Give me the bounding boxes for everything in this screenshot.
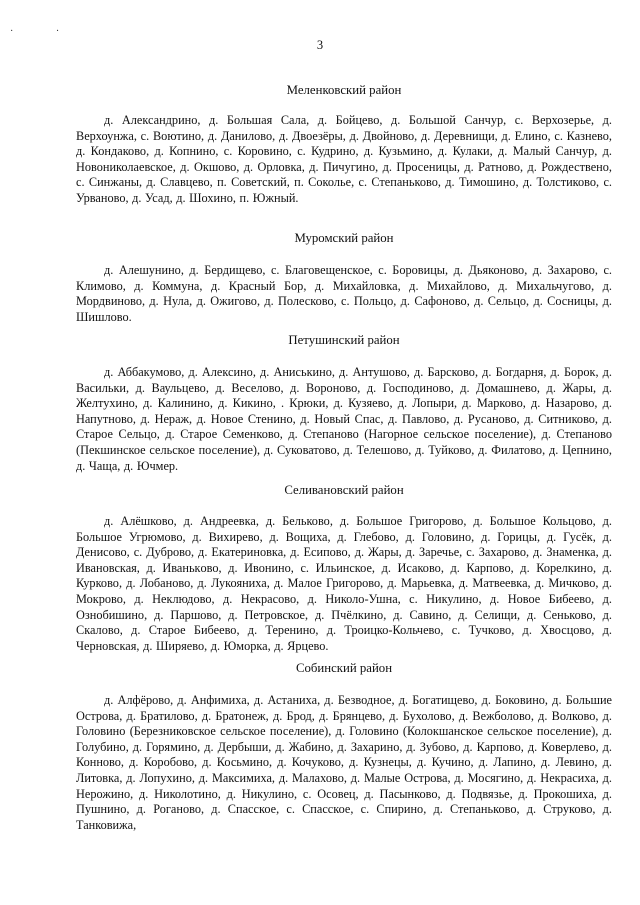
section-heading: Петушинский район: [288, 333, 400, 347]
section-text: д. Алфёрово, д. Анфимиха, д. Астаниха, д. Безводное, д. Богатищево, д. Боковино, д. Большие Острова, д. Братилово, д. Братонеж, д. Брод, д. Брянцево, д. Бухолово, д. Вежболово, д. Волково, д. Головино (Березниковское сельское поселение), д. Головино (Колокшанское сельское поселение), д. Голубино, д. Горямино, д. Дербыши, д. Жабино, д. Захарино, д. Зубово, д. Карпово, д. Коверлево, д. Коннoво, д. Коробово, д. Косьмино, д. Кочуково, д. Кузнецы, д. Кучино, д. Лапино, д. Левино, д. Литовка, д. Лопухино, д. Максимиха, д. Малахово, д. Малые Острова, д. Мосягино, д. Некрасиха, д. Нерожино, д. Николотино, д. Никулино, с. Осовец, д. Пасынково, д. Подвязье, д. Прокошиха, д. Пушнино, д. Роганово, д. Спасское, с. Спасское, с. Спирино, д. Степаньково, д. Струково, д. Танковижа,: [76, 693, 612, 832]
section-text: д. Аббакумово, д. Алексино, д. Аниськино, д. Антушово, д. Барсково, д. Богдарня, д. Борок, д. Васильки, д. Ваульцево, д. Веселово, д. Вороново, д. Господиново, д. Домашнево, д. Жары, д. Желтухино, д. Калинино, д. Кикино, . Крюки, д. Кузяево, д. Лопыри, д. Марково, д. Назарово, д. Напутново, д. Нераж, д. Новое Стенино, д. Новый Спас, д. Павлово, д. Русаново, д. Ситниково, д. Старое Сельцо, д. Старое Семенково, д. Степаново (Нагорное сельское поселение), д. Степаново (Пекшинское сельское поселение), д. Суковатово, д. Телешово, д. Туйково, д. Филатово, д. Цепнино, д. Чаща, д. Ючмер.: [76, 365, 612, 473]
section-heading: Селивановский район: [284, 483, 404, 497]
section-sobinsky: [76, 660, 612, 833]
section-muromsky: [76, 230, 612, 325]
scan-marks: · ·: [10, 26, 80, 37]
section-melenkovsky: [76, 82, 612, 207]
section-petushinsky: [76, 332, 612, 474]
section-heading: Собинский район: [295, 661, 393, 675]
section-heading: Меленковский район: [286, 83, 402, 97]
section-text: д. Александрино, д. Большая Сала, д. Бойцево, д. Большой Санчур, с. Верхозерье, д. Верхоунжа, с. Воютино, д. Данилово, д. Двоезёры, д. Двойново, д. Деревнищи, д. Елино, с. Казнево, д. Кондаково, д. Копнино, с. Коровино, с. Кудрино, д. Кузьмино, д. Кулаки, д. Малый Санчур, д. Новониколаевское, д. Окшово, д. Орловка, д. Пичугино, д. Просеницы, д. Ратново, д. Рождествено, с. Синжаны, д. Славцево, п. Советский, п. Соколье, с. Степаньково, д. Тимошино, д. Толстиково, с. Урваново, д. Усад, д. Шохино, п. Южный.: [76, 113, 612, 205]
section-heading: Муромский район: [294, 231, 394, 245]
section-text: д. Алёшково, д. Андреевка, д. Бельково, д. Большое Григорово, д. Большое Кольцово, д. Большое Угрюмово, д. Вихирево, д. Вощиха, д. Глебово, д. Головино, д. Горицы, д. Гусёк, д. Денисово, с. Дуброво, д. Екатериновка, д. Есипово, д. Жары, д. Заречье, с. Захарово, д. Знаменка, д. Ивановская, д. Иванькoво, д. Ивонино, с. Ильинское, д. Исаково, д. Карпово, д. Корелкино, д. Курково, д. Лобаново, д. Лукояниха, д. Малое Григорово, д. Марьевка, д. Матвеевка, д. Мичково, д. Мокрово, д. Неклюдово, д. Некрасово, д. Николо-Ушна, с. Никулино, д. Новое Бибеево, д. Ознобишино, д. Паршово, д. Петровское, д. Пчёлкино, д. Савино, д. Селищи, д. Сеньково, д. Скалово, д. Старое Бибеево, д. Теренино, д. Троицко-Кольчево, с. Тучково, д. Хвосцово, д. Черновская, д. Ширяево, д. Юморка, д. Ярцево.: [76, 514, 612, 653]
section-selivanovsky: [76, 482, 612, 654]
section-text: д. Алешунино, д. Бердищево, с. Благовещенское, с. Боровицы, д. Дьяконово, д. Захарово, с. Климово, д. Коммуна, д. Красный Бор, д. Михайловка, д. Михайлово, д. Михальчугово, д. Мордвиново, д. Нула, д. Ожигово, д. Полесково, с. Польцо, д. Сафоново, д. Сельцо, д. Сосницы, д. Шишлово.: [76, 263, 612, 324]
page-number: 3: [316, 38, 324, 52]
